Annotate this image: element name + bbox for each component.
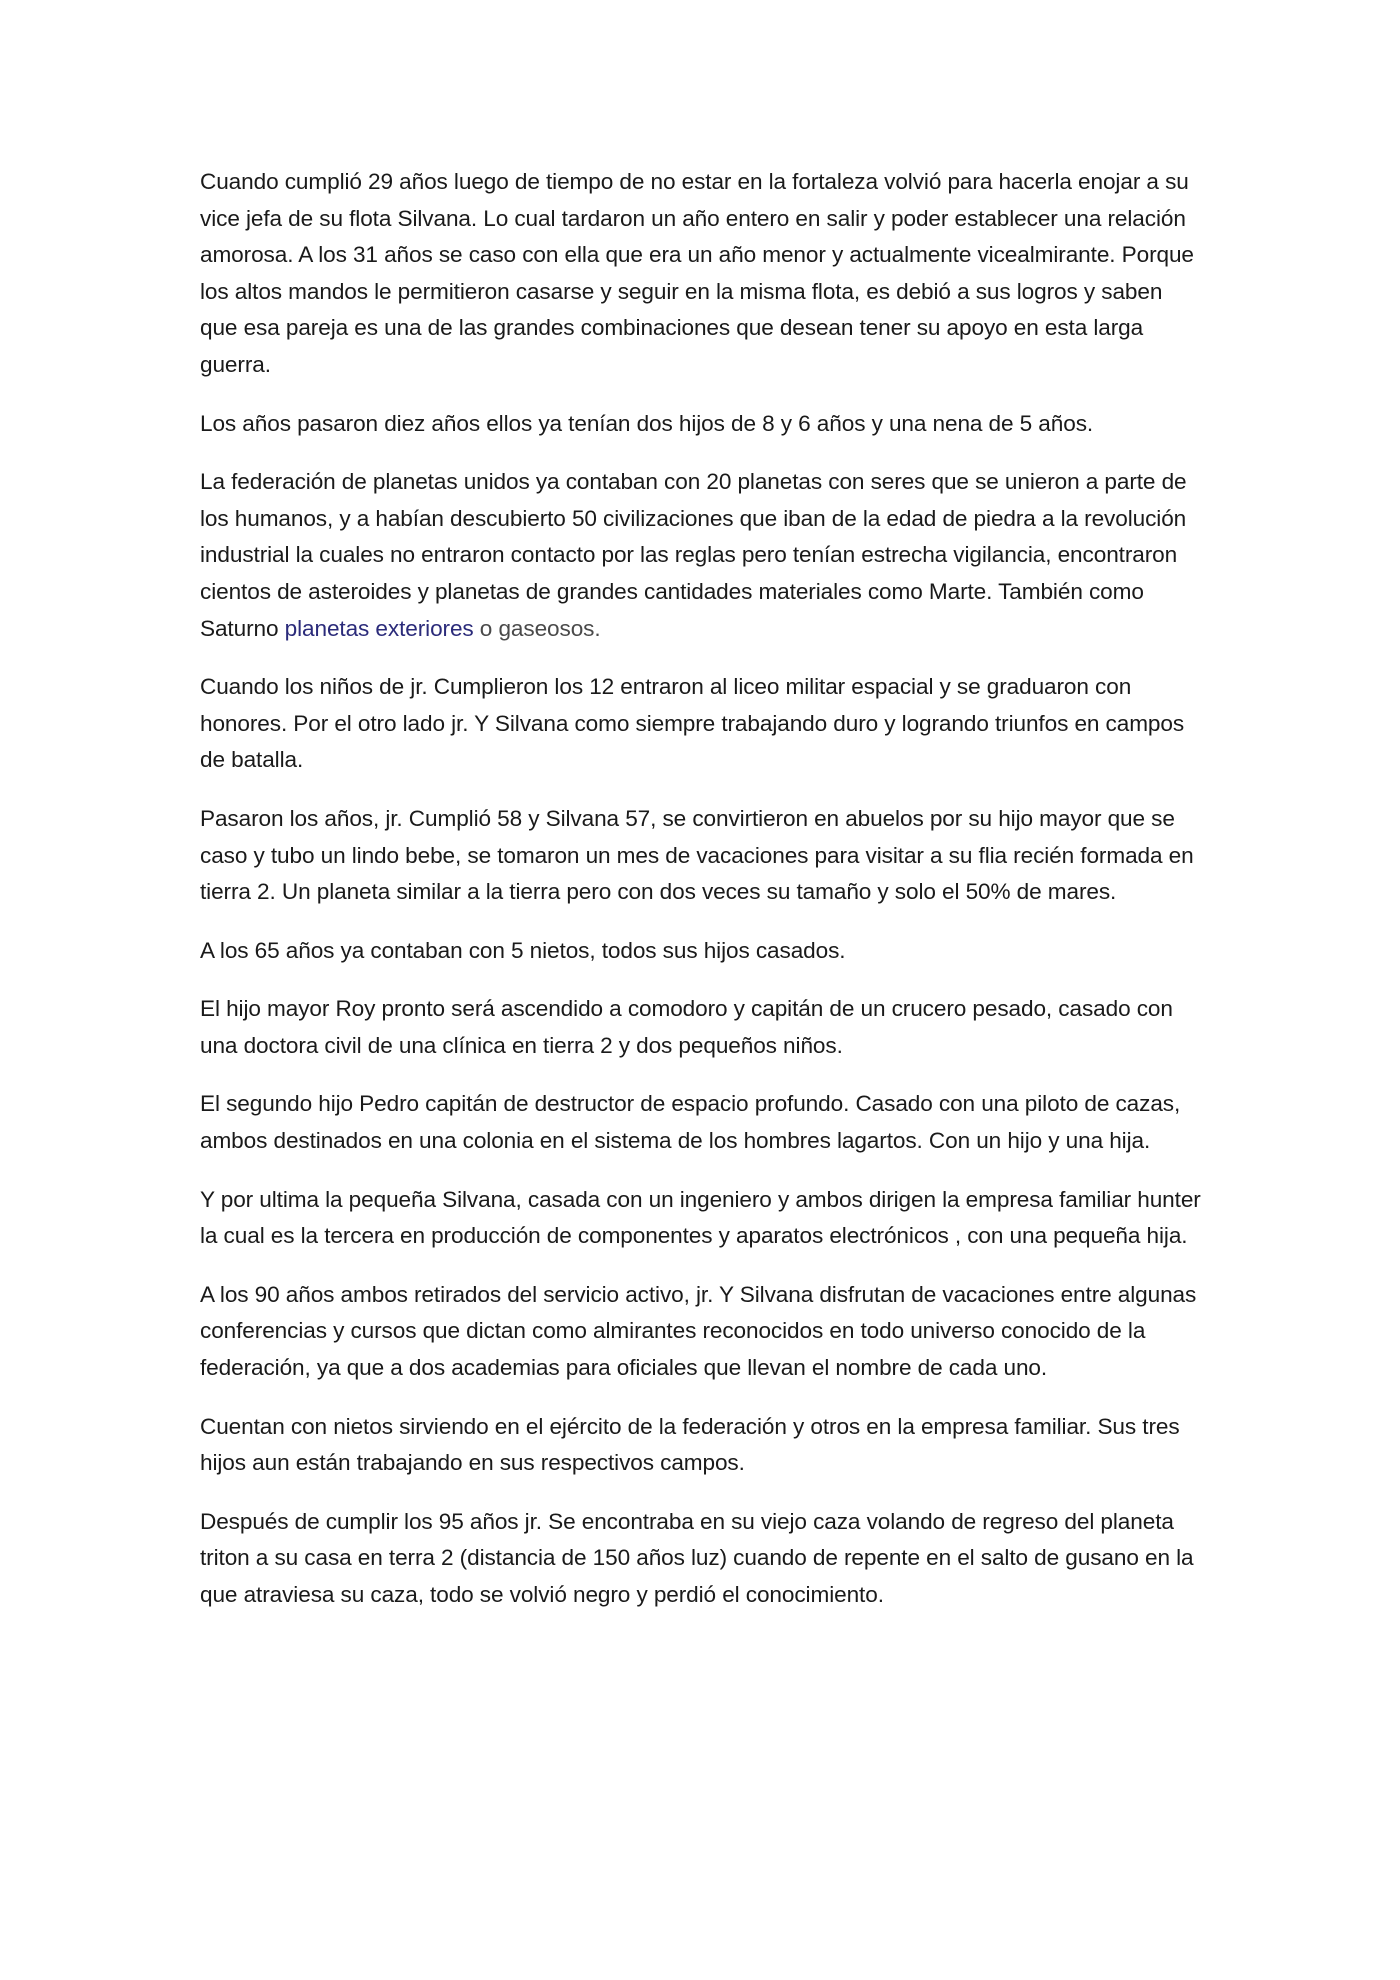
hyperlink-text[interactable]: planetas exteriores bbox=[284, 615, 474, 641]
paragraph: Cuando los niños de jr. Cumplieron los 12 entraron al liceo militar espacial y se graduaron con honores. Por el otro lado jr. Y Silvana como siempre trabajando duro y logrando triunfos en campos de batalla. bbox=[200, 674, 1185, 773]
paragraph-text: La federación de planetas unidos ya contaban con 20 planetas con seres que se unieron a parte de los humanos, y a habían descubierto 50 civilizaciones que iban de la edad de piedra a la revolución industrial la cuales no entraron contacto por las reglas pero tenían estrecha vigilancia, encontraron cientos de asteroides y planetas de grandes cantidades materiales como Marte. También como Saturno bbox=[200, 469, 1187, 641]
paragraph: El hijo mayor Roy pronto será ascendido a comodoro y capitán de un crucero pesado, casado con una doctora civil de una clínica en tierra 2 y dos pequeños niños. bbox=[200, 996, 1173, 1058]
paragraph bbox=[200, 464, 1202, 647]
paragraph: Cuentan con nietos sirviendo en el ejército de la federación y otros en la empresa familiar. Sus tres hijos aun están trabajando en sus respectivos campos. bbox=[200, 1413, 1180, 1476]
paragraph: A los 90 años ambos retirados del servicio activo, jr. Y Silvana disfrutan de vacaciones entre algunas conferencias y cursos que dictan como almirantes reconocidos en todo universo conocido de la federación, ya que a dos academias para oficiales que llevan el nombre de cada uno. bbox=[200, 1281, 1197, 1381]
paragraph: El segundo hijo Pedro capitán de destructor de espacio profundo. Casado con una piloto de cazas, ambos destinados en una colonia en el sistema de los hombres lagartos. Con un hijo y una hija. bbox=[200, 1091, 1181, 1154]
document-body bbox=[200, 164, 1202, 1636]
paragraph: Y por ultima la pequeña Silvana, casada con un ingeniero y ambos dirigen la empresa familiar hunter la cual es la tercera en producción de componentes y aparatos electrónicos , con una pequeña hija. bbox=[200, 1186, 1201, 1249]
paragraph: Los años pasaron diez años ellos ya tenían dos hijos de 8 y 6 años y una nena de 5 años. bbox=[200, 410, 1094, 436]
paragraph-tail-text: o gaseosos. bbox=[473, 615, 601, 641]
paragraph: A los 65 años ya contaban con 5 nietos, todos sus hijos casados. bbox=[200, 937, 846, 963]
paragraph: Después de cumplir los 95 años jr. Se encontraba en su viejo caza volando de regreso del planeta triton a su casa en terra 2 (distancia de 150 años luz) cuando de repente en el salto de gusano en la que atraviesa su caza, todo se volvió negro y perdió el conocimiento. bbox=[200, 1508, 1194, 1607]
paragraph: Cuando cumplió 29 años luego de tiempo de no estar en la fortaleza volvió para hacerla enojar a su vice jefa de su flota Silvana. Lo cual tardaron un año entero en salir y poder establecer una relación amorosa. A los 31 años se caso con ella que era un año menor y actualmente vicealmirante. Porque los altos mandos le permitieron casarse y seguir en la misma flota, es debió a sus logros y saben que esa pareja es una de las grandes combinaciones que desean tener su apoyo en esta larga guerra. bbox=[200, 169, 1194, 377]
paragraph: Pasaron los años, jr. Cumplió 58 y Silvana 57, se convirtieron en abuelos por su hijo mayor que se caso y tubo un lindo bebe, se tomaron un mes de vacaciones para visitar a su flia recién formada en tierra 2. Un planeta similar a la tierra pero con dos veces su tamaño y solo el 50% de mares. bbox=[200, 805, 1194, 905]
